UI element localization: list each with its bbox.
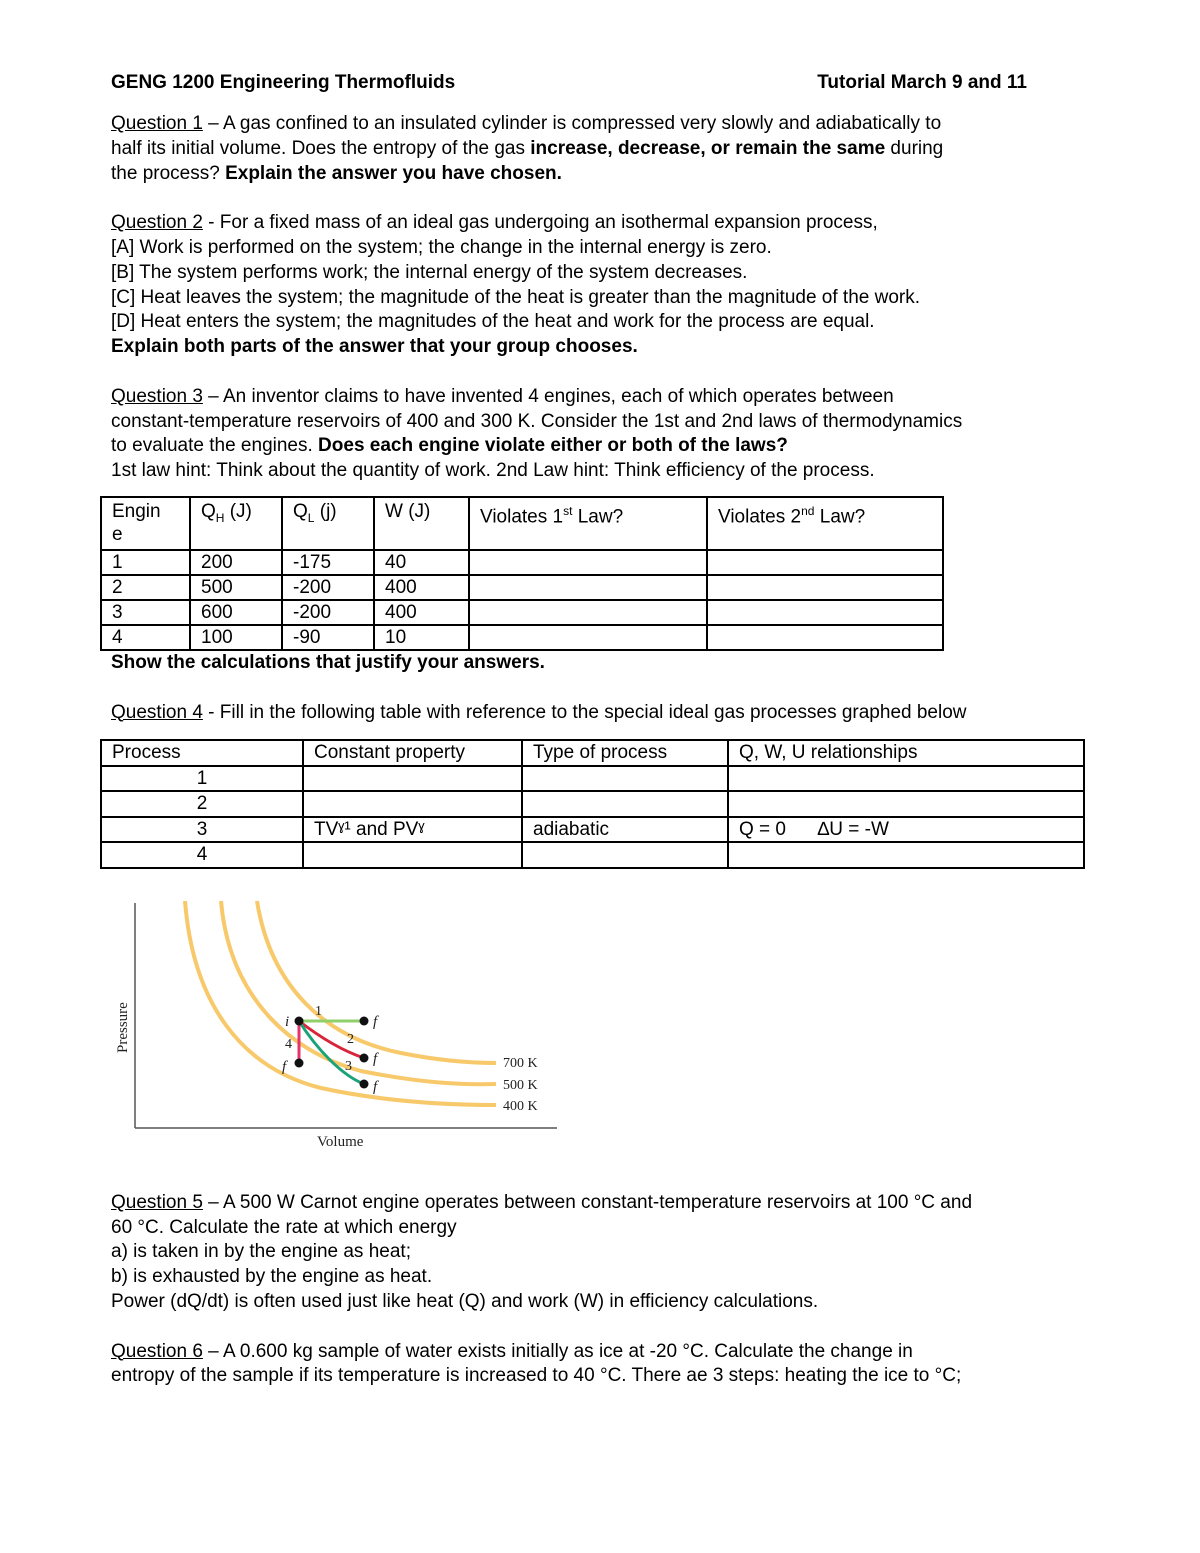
path-label-4: 4	[285, 1036, 292, 1052]
header-ql: $Q_L$ (j)	[282, 497, 374, 550]
label-f3: f	[373, 1078, 378, 1095]
path-label-2: 2	[347, 1031, 354, 1047]
cell-process: 4	[101, 842, 303, 868]
question-1-text: half its initial volume. Does the entropy of the gas	[111, 137, 531, 159]
cell-qh: 100	[190, 625, 282, 650]
table-row	[101, 625, 943, 650]
table-row	[101, 550, 943, 575]
cell-ql: -200	[282, 575, 374, 600]
cell-type[interactable]: adiabatic	[522, 817, 728, 843]
question-6-text: – A 0.600 kg sample of water exists initially as ice at -20 °C. Calculate the change in	[202, 1340, 913, 1362]
cell-answer-1st[interactable]	[469, 600, 707, 625]
cell-ql: -90	[282, 625, 374, 650]
process-3-path	[299, 1021, 364, 1084]
header-process: Process	[101, 740, 303, 766]
point-i	[295, 1016, 304, 1025]
cell-type[interactable]	[522, 791, 728, 817]
cell-w: 40	[374, 550, 469, 575]
cell-answer-1st[interactable]	[469, 575, 707, 600]
question-1-instruction: Explain the answer you have chosen.	[225, 162, 562, 184]
question-3-instruction: Does each engine violate either or both of the laws?	[318, 435, 788, 457]
question-6	[111, 1340, 1091, 1390]
table-row	[101, 842, 1084, 868]
point-f1	[360, 1016, 369, 1025]
cell-process: 3	[101, 817, 303, 843]
table-row	[101, 817, 1084, 843]
cell-constant[interactable]: TVˠ¹ and PVˠ	[303, 817, 522, 843]
question-1-text: the process?	[111, 162, 226, 184]
path-label-3: 3	[345, 1058, 352, 1074]
cell-qh: 200	[190, 550, 282, 575]
question-3-text: constant-temperature reservoirs of 400 and 300 K. Consider the 1st and 2nd laws of thermodynamics	[111, 410, 963, 432]
engine-table	[100, 496, 944, 651]
point-f3	[360, 1079, 369, 1088]
question-2	[111, 211, 1091, 360]
cell-process: 1	[101, 766, 303, 792]
table-row	[101, 600, 943, 625]
cell-answer-2nd[interactable]	[707, 625, 943, 650]
cell-relationship[interactable]: Q = 0 ∆U = -W	[728, 817, 1084, 843]
header-relationships: Q, W, U relationships	[728, 740, 1084, 766]
table-header-row	[101, 497, 943, 550]
page-header	[111, 70, 1027, 96]
question-1-text: – A gas confined to an insulated cylinder is compressed very slowly and adiabatically to	[202, 113, 942, 134]
question-5-part-b: b) is exhausted by the engine as heat.	[111, 1266, 433, 1288]
question-4-text: - Fill in the following table with reference to the special ideal gas processes graphed below	[202, 701, 967, 723]
header-w: W (J)	[374, 497, 469, 550]
header-violates-1st: Violates 1st Law?	[469, 497, 707, 550]
question-3-hint: 1st law hint: Think about the quantity of work. 2nd Law hint: Think efficiency of the process.	[111, 460, 875, 482]
iso-label-400: 400 K	[503, 1098, 538, 1114]
cell-engine: 3	[101, 600, 190, 625]
table-header-row	[101, 740, 1084, 766]
cell-type[interactable]	[522, 842, 728, 868]
cell-constant[interactable]	[303, 842, 522, 868]
document-page	[111, 70, 1091, 1389]
cell-answer-2nd[interactable]	[707, 575, 943, 600]
isotherm-400k	[185, 901, 496, 1105]
question-5-label: Question 5	[111, 1191, 203, 1213]
cell-w: 400	[374, 600, 469, 625]
header-violates-2nd: Violates 2nd Law?	[707, 497, 943, 550]
label-i: i	[285, 1013, 290, 1030]
cell-answer-1st[interactable]	[469, 550, 707, 575]
tutorial-date: Tutorial March 9 and 11	[817, 72, 1027, 93]
question-2-text: - For a fixed mass of an ideal gas undergoing an isothermal expansion process,	[202, 212, 878, 234]
option-c: [C] Heat leaves the system; the magnitude of the heat is greater than the magnitude of the work.	[111, 286, 921, 308]
cell-answer-2nd[interactable]	[707, 600, 943, 625]
pv-diagram-svg	[111, 893, 571, 1153]
cell-constant[interactable]	[303, 766, 522, 792]
question-5-text: 60 °C. Calculate the rate at which energy	[111, 1216, 457, 1238]
option-a: [A] Work is performed on the system; the change in the internal energy is zero.	[111, 236, 772, 258]
y-axis-label: Pressure	[115, 1002, 131, 1053]
table-row	[101, 766, 1084, 792]
cell-process: 2	[101, 791, 303, 817]
question-3-label: Question 3	[111, 385, 203, 407]
x-axis-label: Volume	[317, 1133, 364, 1150]
cell-qh: 500	[190, 575, 282, 600]
point-f2	[360, 1053, 369, 1062]
cell-type[interactable]	[522, 766, 728, 792]
label-f2: f	[373, 1050, 378, 1067]
question-3-show: Show the calculations that justify your answers.	[111, 651, 545, 673]
cell-answer-2nd[interactable]	[707, 550, 943, 575]
cell-constant[interactable]	[303, 791, 522, 817]
cell-engine: 1	[101, 550, 190, 575]
cell-w: 10	[374, 625, 469, 650]
course-title: GENG 1200 Engineering Thermofluids	[111, 72, 456, 93]
pv-diagram	[111, 893, 571, 1153]
question-5-part-a: a) is taken in by the engine as heat;	[111, 1241, 411, 1263]
question-1	[111, 112, 1091, 186]
question-4	[111, 701, 1091, 1153]
header-constant-property: Constant property	[303, 740, 522, 766]
question-5-text: – A 500 W Carnot engine operates between constant-temperature reservoirs at 100 °C and	[202, 1191, 973, 1213]
label-f4: f	[282, 1058, 287, 1075]
header-type-of-process: Type of process	[522, 740, 728, 766]
table-row	[101, 575, 943, 600]
header-qh: $Q_H$ (J)	[190, 497, 282, 550]
header-engine: Engin e	[101, 497, 190, 550]
question-1-emphasis: increase, decrease, or remain the same	[530, 137, 886, 159]
cell-ql: -200	[282, 600, 374, 625]
question-4-label: Question 4	[111, 701, 203, 723]
question-6-text: entropy of the sample if its temperature is increased to 40 °C. There ae 3 steps: heating the ice to °C;	[111, 1365, 962, 1387]
option-b: [B] The system performs work; the internal energy of the system decreases.	[111, 261, 748, 283]
cell-relationship[interactable]	[728, 842, 1084, 868]
path-label-1: 1	[315, 1003, 322, 1019]
cell-w: 400	[374, 575, 469, 600]
table-row	[101, 791, 1084, 817]
question-2-instruction: Explain both parts of the answer that your group chooses.	[111, 336, 638, 358]
cell-relationship[interactable]	[728, 791, 1084, 817]
point-f4	[295, 1058, 304, 1067]
cell-engine: 4	[101, 625, 190, 650]
iso-label-500: 500 K	[503, 1077, 538, 1093]
question-1-text: during	[885, 137, 944, 159]
question-5	[111, 1191, 1091, 1315]
cell-answer-1st[interactable]	[469, 625, 707, 650]
question-3-text: – An inventor claims to have invented 4 engines, each of which operates between	[202, 385, 894, 407]
cell-qh: 600	[190, 600, 282, 625]
question-3-text: to evaluate the engines.	[111, 435, 319, 457]
question-3	[111, 385, 1091, 676]
option-d: [D] Heat enters the system; the magnitudes of the heat and work for the process are equal.	[111, 311, 875, 333]
question-6-label: Question 6	[111, 1340, 203, 1362]
label-f1: f	[373, 1013, 378, 1030]
question-5-note: Power (dQ/dt) is often used just like heat (Q) and work (W) in efficiency calculations.	[111, 1291, 819, 1313]
cell-relationship[interactable]	[728, 766, 1084, 792]
iso-label-700: 700 K	[503, 1055, 538, 1071]
cell-engine: 2	[101, 575, 190, 600]
cell-ql: -175	[282, 550, 374, 575]
question-1-label: Question 1	[111, 113, 203, 134]
question-2-label: Question 2	[111, 212, 203, 234]
process-table	[100, 739, 1085, 869]
